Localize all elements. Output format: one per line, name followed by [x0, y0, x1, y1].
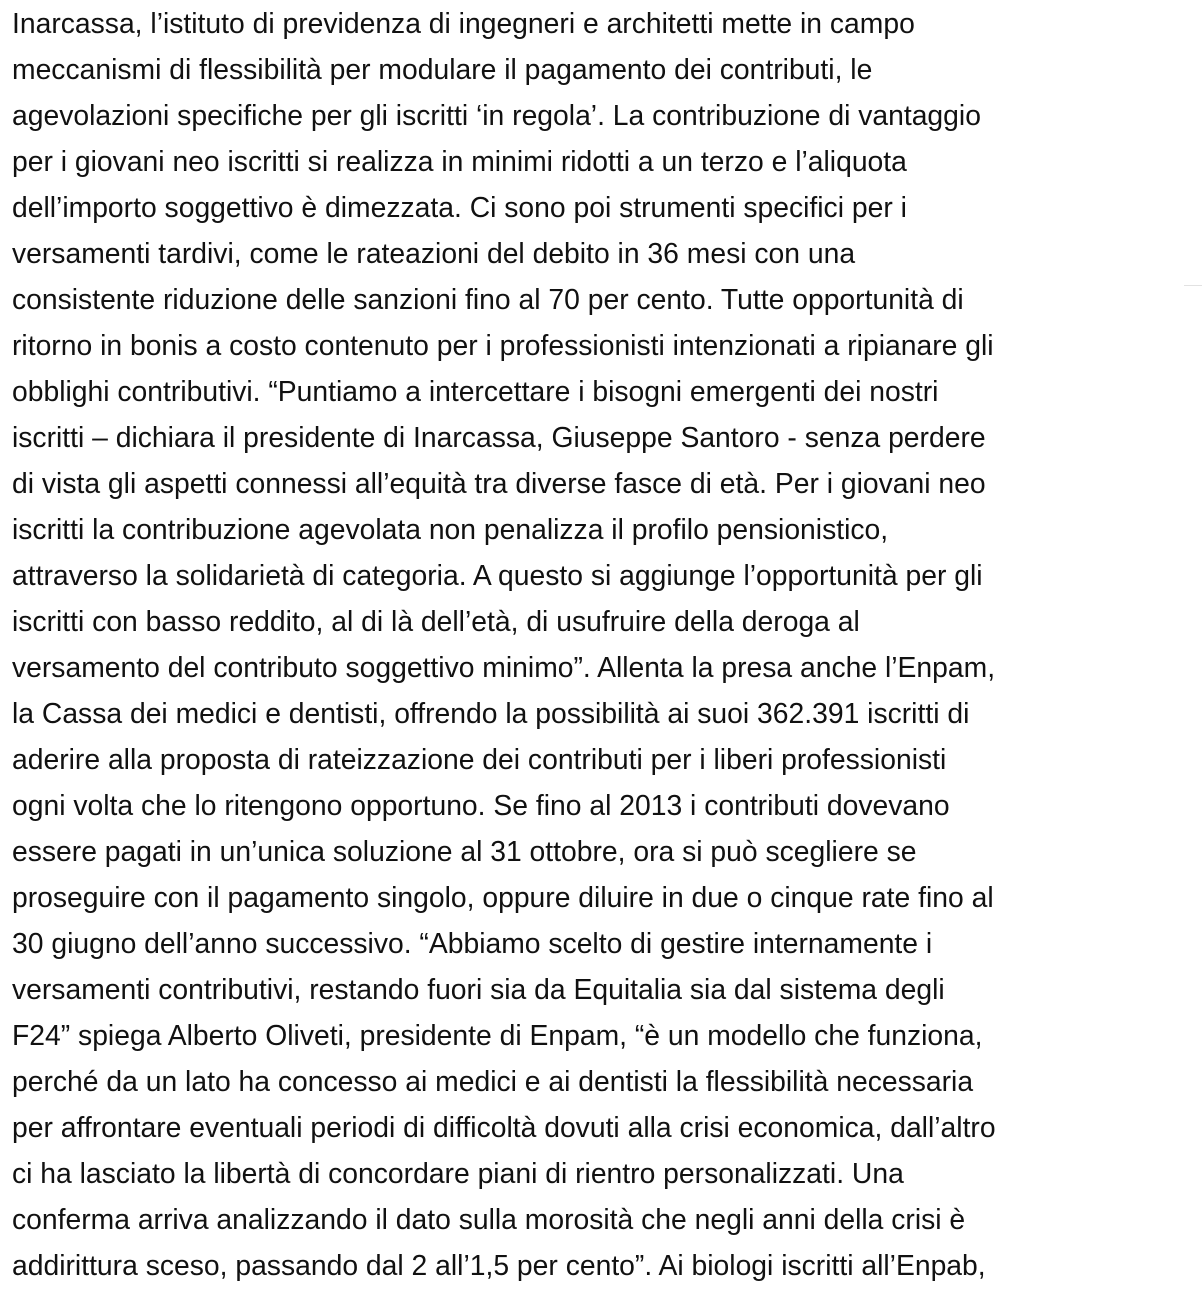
article-body	[12, 0, 1182, 1288]
article-line-15: versamento del contributo soggettivo minimo”. Allenta la presa anche l’Enpam,	[12, 651, 996, 683]
article-line-3: agevolazioni specifiche per gli iscritti ‘in regola’. La contribuzione di vantaggio	[12, 99, 981, 131]
article-line-13: attraverso la solidarietà di categoria. A questo si aggiunge l’opportunità per gli	[12, 559, 983, 591]
article-line-5: dell’importo soggettivo è dimezzata. Ci sono poi strumenti specifici per i	[12, 191, 907, 223]
article-line-25: per affrontare eventuali periodi di difficoltà dovuti alla crisi economica, dall’altro	[12, 1111, 996, 1143]
article-line-18: ogni volta che lo ritengono opportuno. Se fino al 2013 i contributi dovevano	[12, 789, 950, 821]
article-line-21: 30 giugno dell’anno successivo. “Abbiamo scelto di gestire internamente i	[12, 927, 933, 959]
article-line-9: obblighi contributivi. “Puntiamo a intercettare i bisogni emergenti dei nostri	[12, 375, 939, 407]
article-line-28: addirittura sceso, passando dal 2 all’1,5 per cento”. Ai biologi iscritti all’Enpab,	[12, 1249, 986, 1281]
article-line-17: aderire alla proposta di rateizzazione dei contributi per i liberi professionisti	[12, 743, 947, 775]
article-line-19: essere pagati in un’unica soluzione al 31 ottobre, ora si può scegliere se	[12, 835, 917, 867]
article-line-20: proseguire con il pagamento singolo, oppure diluire in due o cinque rate fino al	[12, 881, 994, 913]
article-line-23: F24” spiega Alberto Oliveti, presidente di Enpam, “è un modello che funziona,	[12, 1019, 983, 1051]
article-line-1: Inarcassa, l’istituto di previdenza di ingegneri e architetti mette in campo	[12, 7, 915, 39]
article-line-16: la Cassa dei medici e dentisti, offrendo la possibilità ai suoi 362.391 iscritti di	[12, 697, 970, 729]
article-line-8: ritorno in bonis a costo contenuto per i professionisti intenzionati a ripianare gli	[12, 329, 994, 361]
article-line-26: ci ha lasciato la libertà di concordare piani di rientro personalizzati. Una	[12, 1157, 904, 1189]
article-line-2: meccanismi di flessibilità per modulare il pagamento dei contributi, le	[12, 53, 873, 85]
article-line-11: di vista gli aspetti connessi all’equità tra diverse fasce di età. Per i giovani neo	[12, 467, 986, 499]
article-line-4: per i giovani neo iscritti si realizza in minimi ridotti a un terzo e l’aliquota	[12, 145, 907, 177]
article-line-14: iscritti con basso reddito, al di là dell’età, di usufruire della deroga al	[12, 605, 860, 637]
article-line-12: iscritti la contribuzione agevolata non penalizza il profilo pensionistico,	[12, 513, 889, 545]
article-line-10: iscritti – dichiara il presidente di Inarcassa, Giuseppe Santoro - senza perdere	[12, 421, 986, 453]
article-line-27: conferma arriva analizzando il dato sulla morosità che negli anni della crisi è	[12, 1203, 966, 1235]
edge-divider	[1184, 285, 1202, 286]
article-line-24: perché da un lato ha concesso ai medici e ai dentisti la flessibilità necessaria	[12, 1065, 974, 1097]
article-line-22: versamenti contributivi, restando fuori sia da Equitalia sia dal sistema degli	[12, 973, 945, 1005]
article-line-6: versamenti tardivi, come le rateazioni del debito in 36 mesi con una	[12, 237, 856, 269]
article-line-7: consistente riduzione delle sanzioni fino al 70 per cento. Tutte opportunità di	[12, 283, 964, 315]
